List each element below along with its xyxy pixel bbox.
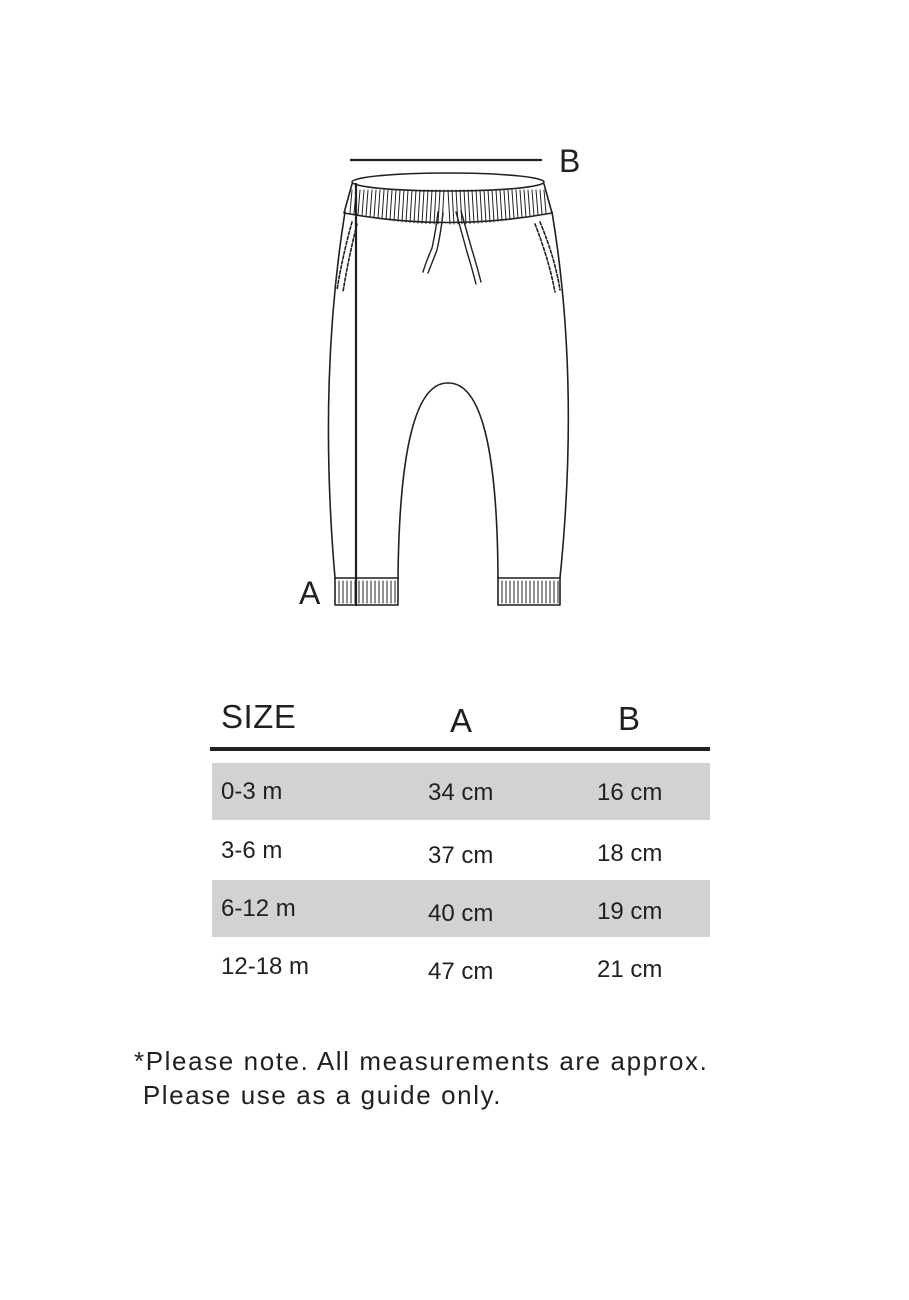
rib-line [406, 190, 408, 222]
pants-illustration [328, 173, 568, 605]
rib-line [386, 190, 388, 220]
cell-a: 37 cm [428, 842, 494, 869]
rib-line [438, 190, 440, 224]
header-size: SIZE [221, 698, 297, 735]
rib-line [524, 190, 526, 217]
rib-line [484, 190, 486, 222]
pants-measurement-diagram [0, 0, 909, 640]
rib-line [422, 190, 424, 223]
rib-line [528, 190, 530, 216]
rib-line [414, 190, 416, 223]
rib-line [468, 190, 470, 224]
rib-line [402, 190, 404, 222]
label-b: B [559, 143, 581, 179]
inner-leg-outline [398, 383, 498, 578]
rib-line [378, 190, 380, 218]
right-cuff [498, 578, 560, 605]
disclaimer-line-2: Please use as a guide only. [134, 1080, 503, 1110]
rib-line [516, 190, 518, 218]
rib-line [362, 190, 364, 216]
waistband-top [352, 173, 544, 191]
cell-b: 18 cm [597, 840, 663, 867]
rib-line [480, 190, 482, 223]
cell-a: 47 cm [428, 958, 494, 985]
rib-line [434, 190, 436, 224]
cell-a: 40 cm [428, 900, 494, 927]
label-a: A [299, 575, 321, 611]
header-divider [210, 747, 710, 751]
rib-line [544, 190, 546, 213]
rib-line [476, 190, 478, 223]
rib-line [500, 190, 502, 221]
rib-line [374, 190, 376, 218]
rib-line [410, 190, 412, 222]
rib-line [540, 190, 542, 214]
cell-size: 6-12 m [221, 895, 296, 922]
rib-line [492, 190, 494, 222]
cell-size: 12-18 m [221, 953, 310, 980]
rib-line [398, 190, 400, 221]
rib-line [508, 190, 510, 220]
rib-line [520, 190, 522, 218]
cell-size: 3-6 m [221, 837, 283, 864]
rib-line [390, 190, 392, 220]
cell-size: 0-3 m [221, 778, 283, 805]
rib-line [460, 190, 462, 224]
rib-line [488, 190, 490, 222]
rib-line [382, 190, 384, 219]
header-b: B [618, 700, 641, 737]
cell-a: 34 cm [428, 779, 494, 806]
right-pocket [540, 222, 560, 290]
cell-b: 19 cm [597, 898, 663, 925]
rib-line [496, 190, 498, 221]
rib-line [536, 190, 538, 215]
rib-line [448, 190, 450, 224]
rib-line [366, 190, 368, 216]
rib-line [532, 190, 534, 216]
rib-line [472, 190, 474, 223]
rib-line [418, 190, 420, 223]
rib-line [370, 190, 372, 217]
disclaimer-line-1: *Please note. All measurements are approx. [134, 1046, 709, 1076]
rib-line [430, 190, 432, 224]
rib-line [464, 190, 466, 224]
rib-line [426, 190, 428, 224]
header-a: A [450, 702, 473, 739]
rib-line [512, 190, 514, 219]
rib-line [358, 190, 360, 215]
rib-line [350, 190, 352, 213]
cell-b: 21 cm [597, 956, 663, 983]
rib-line [504, 190, 506, 220]
rib-line [452, 190, 454, 224]
cell-b: 16 cm [597, 779, 663, 806]
left-leg-outline [328, 212, 345, 578]
rib-line [394, 190, 396, 221]
